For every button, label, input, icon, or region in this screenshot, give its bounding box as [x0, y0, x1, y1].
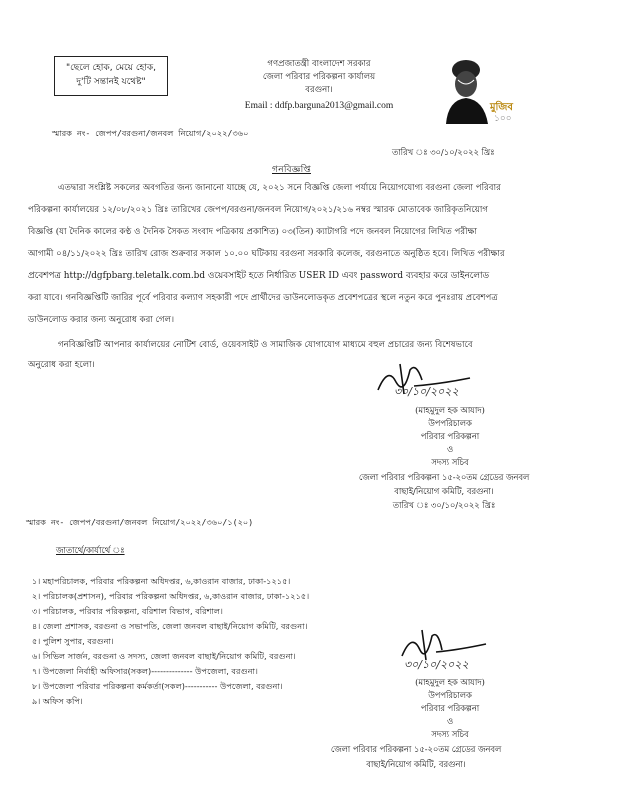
list-item: ৩। পরিচালক, পরিবার পরিকল্পনা, বরিশাল বিভাগ, বরিশাল।	[32, 606, 223, 616]
memo-date: তারিখ ঃ ৩০/১০/২০২২ খ্রিঃ	[392, 147, 495, 157]
signatory-role-1: উপপরিচালক	[428, 418, 472, 428]
memo-reference: স্মারক নং- জেপপ/বরগুনা/জনবল নিয়োগ/২০২২/৩৬০	[52, 128, 249, 138]
list-item: ৪। জেলা প্রশাসক, বরগুনা ও সভাপতি, জেলা জনবল বাছাই/নিয়োগ কমিটি, বরগুনা।	[32, 621, 308, 631]
signatory-and: ও	[446, 444, 454, 454]
list-item: ৫। পুলিশ সুপার, বরগুনা।	[32, 636, 114, 646]
office-header	[214, 58, 424, 113]
slogan-line-1: "ছেলে হোক, মেয়ে হোক,	[65, 63, 156, 73]
mujib-100-logo-icon	[438, 54, 526, 126]
emblem-number: ১০০	[494, 114, 512, 124]
body-line-6: করা যাবে। গনবিজ্ঞপ্তিটি জারির পূর্বে পরিবার কল্যাণ সহকারী পদে প্রার্থীদের ডাউনলোডকৃত প্রবেশপত্রের স্থলে নতুন করে পুনঃরায় প্রবেশপত্র	[28, 293, 498, 303]
signature-1-committee	[334, 470, 554, 512]
signatory-role-1: উপপরিচালক	[428, 690, 472, 700]
signatory-role-5: বাছাই/নিয়োগ কমিটি, বরগুনা।	[366, 759, 466, 769]
body-line-5: প্রবেশপত্র http://dgfpbarg.teletalk.com.bd ওয়েবসাইট হতে নির্ধারিত USER ID এবং password ব্যবহার করে ডাইনলোড	[28, 271, 490, 281]
signatory-role-3: সদস্য সচিব	[431, 729, 469, 739]
body-line-8: গনবিজ্ঞপ্তিটি আপনার কার্যালয়ের নোটিশ বোর্ড, ওয়েবসাইট ও সামাজিক যোগাযোগ মাধ্যমে বহুল প্রচারের জন্য বিশেষভাবে	[58, 340, 473, 350]
list-item: ৯। অফিস কপি।	[32, 696, 83, 706]
memo-2-reference: স্মারক নং- জেপপ/বরগুনা/জনবল নিয়োগ/২০২২/৩৬০/১(২০)	[26, 517, 254, 527]
signature-2-block	[380, 676, 520, 741]
list-item: ৭। উপজেলা নির্বাহী অফিসার(সকল)-------------- উপজেলা, বরগুনা।	[32, 666, 258, 676]
header-government: গণপ্রজাতন্ত্রী বাংলাদেশ সরকার	[267, 59, 371, 69]
notice-title: গনবিজ্ঞপ্তি	[272, 165, 311, 175]
signatory-role-2: পরিবার পরিকল্পনা	[420, 431, 480, 441]
recipients-heading: জাতার্থে/কার্যার্থে ঃ	[56, 545, 125, 555]
signatory-and: ও	[446, 716, 454, 726]
emblem-label: মুজিব	[490, 102, 513, 113]
body-line-3: বিজ্ঞপ্তি (যা দৈনিক কালের কণ্ঠ ও দৈনিক সৈকত সংবাদ পত্রিকায় প্রকাশিত) ০৩(তিন) ক্যাটাগরি পদে জনবল নিয়োগের লিখিত পরীক্ষা	[28, 227, 478, 237]
slogan-box	[54, 56, 168, 96]
signatory-role-5: বাছাই/নিয়োগ কমিটি, বরগুনা।	[394, 486, 494, 496]
body-line-9: অনুরোধ করা হলো।	[28, 360, 95, 370]
body-line-1: এতদ্বারা সংশ্লিষ্ট সকলের অবগতির জন্য জানানো যাচ্ছে যে, ২০২১ সনে বিজ্ঞপ্তি জেলা পর্যায়ে নিয়োগযোগ্য বরগুনা জেলা পরিবার	[58, 183, 501, 193]
list-item: ১। মহাপরিচালক, পরিবার পরিকল্পনা অধিদপ্তর, ৬,কাওরান বাজার, ঢাকা-১২১৫।	[32, 576, 291, 586]
body-line-2: পরিকল্পনা কার্যালয়ের ১২/০৮/২০২১ খ্রিঃ তারিখের জেপপ/বরগুনা/জনবল নিয়োগ/২০২১/২১৬ নম্বর স্মারক মোতাবেক জারিকৃতনিয়োগ	[28, 205, 488, 215]
body-line-4: আগামী ০৪/১১/২০২২ খ্রিঃ তারিখ রোজ শুক্রবার সকাল ১০.০০ ঘটিকায় বরগুনা সরকারি কলেজ, বরগুনাতে অনুষ্ঠিত হবে। লিখিত পরীক্ষার	[28, 249, 505, 259]
list-item: ২। পরিচালক(প্রশাসন), পরিবার পরিকল্পনা অধিদপ্তর, ৬,কাওরান বাজার, ঢাকা-১২১৫।	[32, 591, 310, 601]
body-line-7: ডাউনলোড করার জন্য অনুরোধ করা গেল।	[28, 315, 175, 325]
signatory-role-3: সদস্য সচিব	[431, 457, 469, 467]
header-district: বরগুনা।	[305, 85, 333, 95]
signature-1-block	[380, 404, 520, 469]
list-item: ৬। সিভিল সার্জন, বরগুনা ও সদস্য, জেলা জনবল বাছাই/নিয়োগ কমিটি, বরগুনা।	[32, 651, 296, 661]
slogan-line-2: দু'টি সন্তানই যথেষ্ট"	[76, 77, 146, 87]
signature-1-date-line: তারিখ ঃ ৩০/১০/২০২২ খ্রিঃ	[392, 500, 496, 510]
signature-2-date: ৩০/১০/২০২২	[404, 658, 469, 671]
signature-1-date: ৩০/১০/২০২২	[394, 385, 459, 398]
list-item: ৮। উপজেলা পরিবার পরিকল্পনা কর্মকর্তা(সকল)----------- উপজেলা, বরগুনা।	[32, 681, 283, 691]
signatory-name: (মাহমুদুল হক আযাদ)	[415, 677, 485, 687]
signature-2-committee	[306, 742, 526, 772]
signatory-role-4: জেলা পরিবার পরিকল্পনা ১৫-২০তম গ্রেডের জনবল	[358, 472, 530, 482]
header-office: জেলা পরিবার পরিকল্পনা কার্যালয়	[262, 72, 376, 82]
signatory-name: (মাহমুদুল হক আযাদ)	[415, 405, 485, 415]
signatory-role-4: জেলা পরিবার পরিকল্পনা ১৫-২০তম গ্রেডের জনবল	[330, 744, 502, 754]
header-email: Email : ddfp.barguna2013@gmail.com	[244, 101, 394, 111]
signatory-role-2: পরিবার পরিকল্পনা	[420, 703, 480, 713]
